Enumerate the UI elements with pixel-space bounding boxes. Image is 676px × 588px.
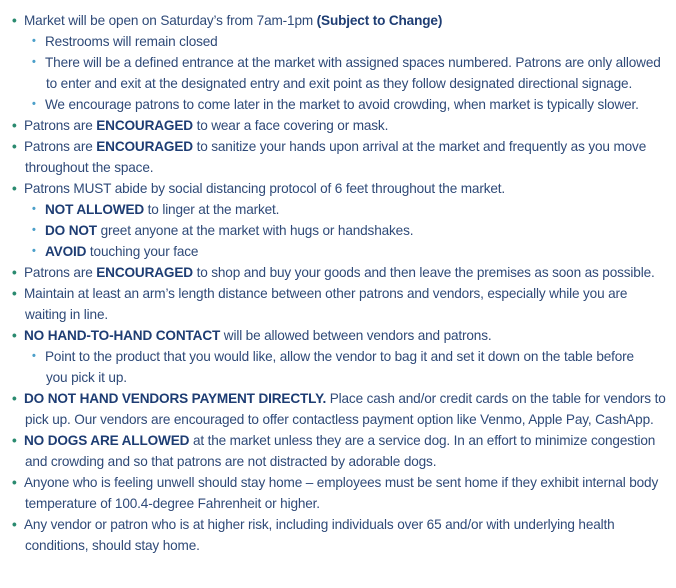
item-text: Restrooms will remain closed bbox=[45, 34, 218, 49]
list-item-continuation bbox=[10, 73, 668, 94]
emphasis-text: ENCOURAGED bbox=[96, 118, 193, 133]
item-text: Market will be open on Saturday’s from 7am-1pm bbox=[24, 13, 317, 28]
list-item bbox=[10, 262, 668, 283]
list-item bbox=[10, 388, 668, 409]
list-item bbox=[10, 31, 668, 52]
bullet-icon: • bbox=[12, 265, 17, 280]
item-text: We encourage patrons to come later in the market to avoid crowding, when market is typically slower. bbox=[45, 97, 639, 112]
item-text: Any vendor or patron who is at higher risk, including individuals over 65 and/or with underlying health bbox=[24, 517, 615, 532]
item-text: temperature of 100.4-degree Fahrenheit or higher. bbox=[25, 496, 320, 511]
list-item bbox=[10, 136, 668, 157]
emphasis-text: DO NOT bbox=[45, 223, 97, 238]
item-text: you pick it up. bbox=[46, 370, 127, 385]
item-text: to wear a face covering or mask. bbox=[192, 118, 389, 133]
item-text: to linger at the market. bbox=[144, 202, 280, 217]
list-item bbox=[10, 10, 668, 31]
list-item bbox=[10, 220, 668, 241]
item-text: waiting in line. bbox=[25, 307, 108, 322]
bullet-icon: • bbox=[32, 224, 36, 236]
item-text: Patrons are bbox=[24, 265, 97, 280]
item-text: throughout the space. bbox=[25, 160, 154, 175]
bullet-icon: • bbox=[12, 118, 17, 133]
bullet-icon: • bbox=[32, 56, 36, 68]
list-item bbox=[10, 472, 668, 493]
emphasis-text: AVOID bbox=[45, 244, 87, 259]
item-text: Patrons are bbox=[24, 118, 97, 133]
list-item-continuation bbox=[10, 535, 668, 556]
item-text: Patrons are bbox=[24, 139, 97, 154]
list-item bbox=[10, 115, 668, 136]
item-text: conditions, should stay home. bbox=[25, 538, 200, 553]
bullet-icon: • bbox=[12, 181, 17, 196]
bullet-icon: • bbox=[12, 328, 17, 343]
list-item bbox=[10, 94, 668, 115]
emphasis-text: DO NOT HAND VENDORS PAYMENT DIRECTLY. bbox=[24, 391, 327, 406]
item-text: and crowding and so that patrons are not distracted by adorable dogs. bbox=[25, 454, 437, 469]
list-item bbox=[10, 325, 668, 346]
item-text: at the market unless they are a service dog. In an effort to minimize congestion bbox=[189, 433, 656, 448]
list-item-continuation bbox=[10, 409, 668, 430]
bullet-icon: • bbox=[32, 98, 36, 110]
list-item-continuation bbox=[10, 304, 668, 325]
bullet-icon: • bbox=[12, 475, 17, 490]
item-text: greet anyone at the market with hugs or handshakes. bbox=[96, 223, 414, 238]
bullet-icon: • bbox=[12, 139, 17, 154]
bullet-icon: • bbox=[12, 13, 17, 28]
bullet-icon: • bbox=[12, 433, 17, 448]
list-item bbox=[10, 514, 668, 535]
item-text: Patrons MUST abide by social distancing protocol of 6 feet throughout the market. bbox=[24, 181, 506, 196]
bullet-icon: • bbox=[32, 350, 36, 362]
bullet-icon: • bbox=[12, 517, 17, 532]
list-item bbox=[10, 199, 668, 220]
item-text: pick up. Our vendors are encouraged to offer contactless payment option like Venmo, Apple Pay, CashApp. bbox=[25, 412, 654, 427]
item-text: There will be a defined entrance at the market with assigned spaces numbered. Patrons are only allowed bbox=[45, 55, 661, 70]
item-text: Maintain at least an arm’s length distance between other patrons and vendors, especially while you are bbox=[24, 286, 628, 301]
list-item bbox=[10, 283, 668, 304]
emphasis-text: NO DOGS ARE ALLOWED bbox=[24, 433, 190, 448]
emphasis-text: NO HAND-TO-HAND CONTACT bbox=[24, 328, 221, 343]
emphasis-text: ENCOURAGED bbox=[96, 265, 193, 280]
list-item bbox=[10, 241, 668, 262]
list-item bbox=[10, 430, 668, 451]
list-item-continuation bbox=[10, 367, 668, 388]
item-text: to sanitize your hands upon arrival at the market and frequently as you move bbox=[192, 139, 647, 154]
item-text: will be allowed between vendors and patrons. bbox=[220, 328, 492, 343]
emphasis-text: (Subject to Change) bbox=[316, 13, 443, 28]
item-text: Anyone who is feeling unwell should stay home – employees must be sent home if they exhibit internal body bbox=[24, 475, 659, 490]
item-text: Place cash and/or credit cards on the table for vendors to bbox=[326, 391, 666, 406]
bullet-icon: • bbox=[32, 245, 36, 257]
item-text: Point to the product that you would like, allow the vendor to bag it and set it down on the table before bbox=[45, 349, 634, 364]
list-item-continuation bbox=[10, 493, 668, 514]
list-item bbox=[10, 178, 668, 199]
bullet-icon: • bbox=[12, 286, 17, 301]
emphasis-text: ENCOURAGED bbox=[96, 139, 193, 154]
list-item bbox=[10, 52, 668, 73]
list-item bbox=[10, 346, 668, 367]
item-text: to shop and buy your goods and then leave the premises as soon as possible. bbox=[192, 265, 655, 280]
list-item-continuation bbox=[10, 157, 668, 178]
emphasis-text: NOT ALLOWED bbox=[45, 202, 145, 217]
item-text: to enter and exit at the designated entry and exit point as they follow designated directional signage. bbox=[46, 76, 633, 91]
item-text: touching your face bbox=[86, 244, 199, 259]
bullet-icon: • bbox=[32, 203, 36, 215]
bullet-icon: • bbox=[12, 391, 17, 406]
bullet-icon: • bbox=[32, 35, 36, 47]
list-item-continuation bbox=[10, 451, 668, 472]
